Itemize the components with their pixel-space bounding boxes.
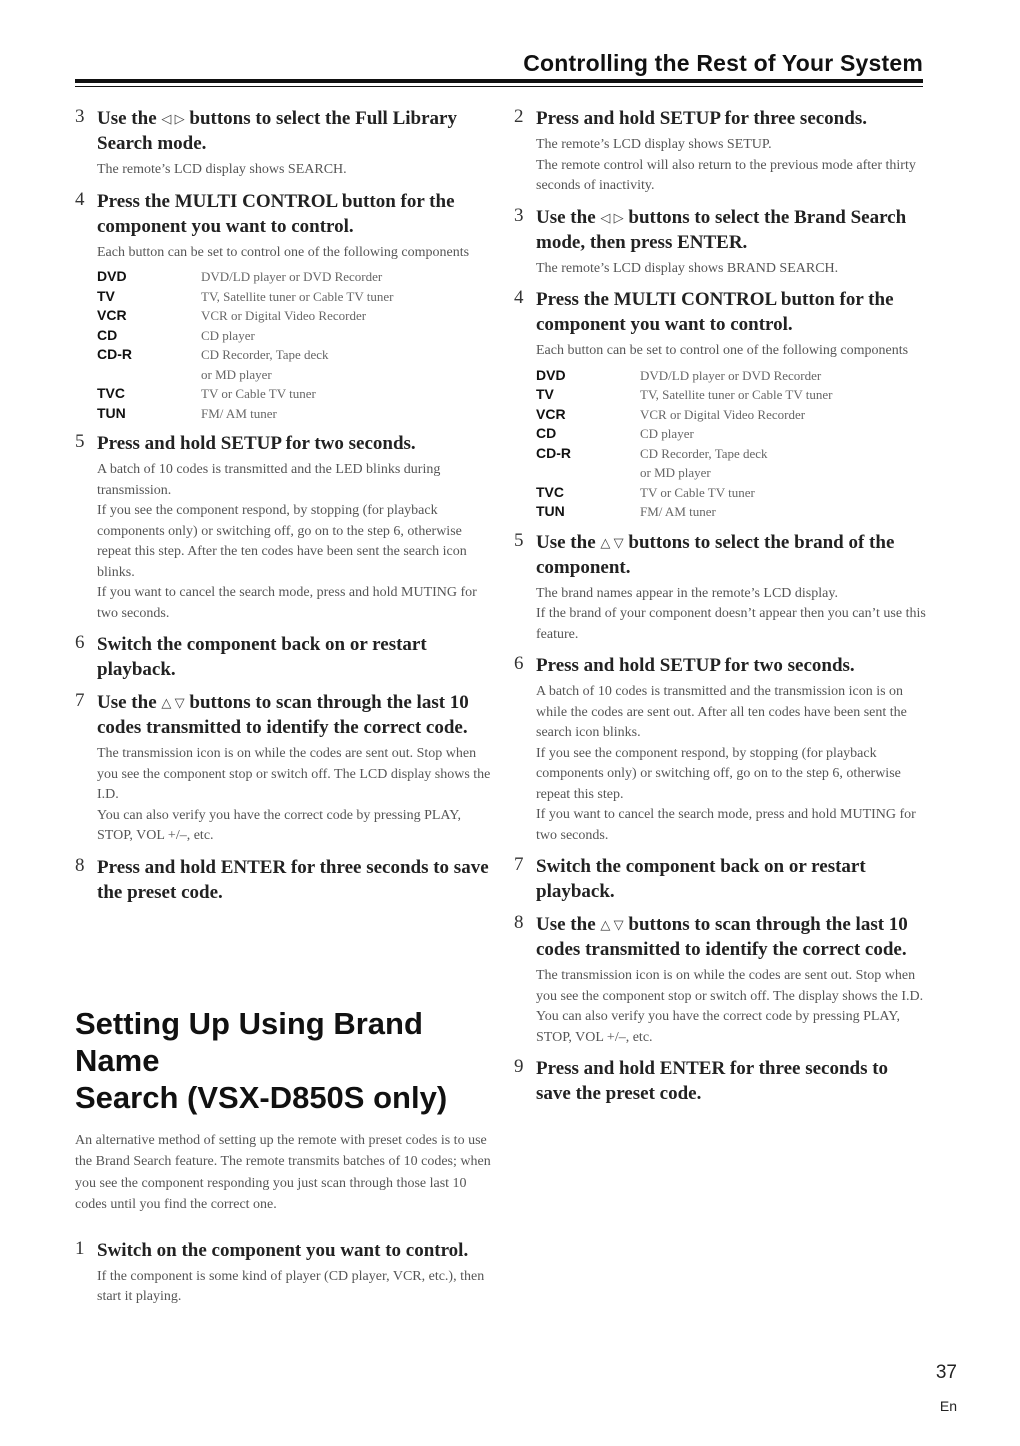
step-paragraph: Each button can be set to control one of the following components [536, 343, 909, 358]
up-down-arrows-icon: △ ▽ [600, 534, 624, 550]
component-row [536, 483, 926, 503]
step-paragraph: The remote’s LCD display shows SEARCH. [97, 162, 347, 177]
component-desc: TV or Cable TV tuner [640, 484, 755, 500]
step-right-5 [514, 530, 926, 646]
component-key: DVD [536, 366, 566, 383]
step-number: 3 [75, 106, 85, 127]
step-body [97, 744, 493, 847]
up-down-arrows-icon: △ ▽ [600, 917, 624, 932]
step-title-text: buttons to select the Full Library Search mode. [97, 108, 457, 154]
component-table [97, 267, 493, 423]
step-title: Press the MULTI CONTROL button for the component you want to control. [536, 289, 894, 335]
component-row [97, 287, 493, 307]
step-paragraph: A batch of 10 codes is transmitted and the LED blinks during transmission. [97, 462, 441, 498]
step-left-4 [75, 189, 493, 424]
step-left-3 [75, 106, 493, 181]
component-key: CD-R [97, 346, 132, 362]
step-title-text: Use the [97, 108, 162, 129]
step-paragraph: The remote’s LCD display shows BRAND SEARCH. [536, 260, 839, 276]
step-title [536, 912, 926, 962]
step-body [536, 584, 926, 646]
component-desc: CD Recorder, Tape deck [201, 347, 329, 362]
step-number: 9 [514, 1056, 524, 1077]
component-row [536, 385, 926, 405]
step-title-text: Use the [97, 692, 162, 713]
step-body [536, 259, 926, 280]
component-key: TV [97, 287, 115, 304]
section-title-line: Setting Up Using Brand Name [75, 1005, 423, 1078]
step-number: 7 [514, 854, 524, 875]
step-title-text: Use the [536, 206, 601, 228]
component-desc: DVD/LD player or DVD Recorder [201, 269, 383, 284]
step-paragraph: If the brand of your component doesn’t appear then you can’t use this feature. [536, 606, 926, 642]
component-desc: FM/ AM tuner [201, 405, 277, 421]
component-desc: TV or Cable TV tuner [201, 386, 316, 401]
component-row [97, 365, 493, 385]
step-paragraph: The brand names appear in the remote’s LCD display. [536, 585, 838, 601]
component-row [97, 306, 493, 326]
header-rule-thick [75, 79, 923, 83]
header-rule-thin [75, 86, 923, 87]
component-key [536, 463, 640, 483]
component-key: TVC [97, 385, 125, 401]
step-number: 1 [75, 1237, 85, 1259]
step-right-4 [514, 287, 926, 522]
component-key: DVD [97, 268, 127, 284]
section-intro: An alternative method of setting up the remote with preset codes is to use the Brand Search feature. The remote transmits batches of 10 codes; when you see the component responding you just scan through those last 10 codes until you find the correct one. [75, 1132, 491, 1212]
step-title: Press and hold ENTER for three seconds to save the preset code. [97, 856, 489, 903]
component-row [536, 444, 926, 464]
step-body [536, 135, 926, 197]
step-number: 6 [514, 653, 524, 674]
step-paragraph: You can also verify you have the correct code by pressing PLAY, STOP, VOL +/–, etc. [536, 1009, 901, 1045]
step-left-8 [75, 855, 493, 905]
step-paragraph: The transmission icon is on while the codes are sent out. Stop when you see the component stop or switch off. The display shows the I.D. [536, 968, 924, 1004]
step-right-2 [514, 106, 926, 197]
right-column [514, 106, 926, 1114]
component-row [97, 384, 493, 404]
step-number: 4 [75, 188, 85, 210]
step-paragraph: The remote control will also return to the previous mode after thirty seconds of inactivity. [536, 157, 916, 193]
step-paragraph: If you see the component respond, by stopping (for playback components only) or switching off, go on to the step 6, otherwise repeat this step. After the ten codes have been sent the search icon blinks. [97, 503, 467, 580]
step-paragraph: The transmission icon is on while the codes are sent out. Stop when you see the component stop or switch off. The LCD display shows the I.D. [97, 746, 491, 802]
step-title: Press and hold SETUP for two seconds. [97, 433, 416, 454]
step-body [536, 682, 926, 846]
step-title-text: buttons to scan through the last 10 codes transmitted to identify the correct code. [536, 914, 908, 960]
component-row [536, 424, 926, 444]
step-paragraph: Each button can be set to control one of the following components [97, 244, 470, 260]
step-paragraph: If you want to cancel the search mode, press and hold MUTING for two seconds. [97, 585, 477, 621]
step-paragraph: If the component is some kind of player (CD player, VCR, etc.), then start it playing. [97, 1268, 485, 1304]
component-key: CD [97, 326, 118, 343]
component-table [536, 366, 926, 522]
component-key: TUN [97, 404, 126, 421]
step-number: 5 [75, 431, 85, 452]
left-column [75, 106, 493, 1316]
component-key: CD-R [536, 444, 571, 461]
component-key: VCR [97, 307, 127, 323]
step-title: Switch the component back on or restart playback. [97, 634, 427, 680]
component-desc: DVD/LD player or DVD Recorder [640, 367, 822, 383]
step-title: Press and hold SETUP for three seconds. [536, 108, 867, 129]
step-body [97, 460, 493, 624]
step-paragraph: A batch of 10 codes is transmitted and the transmission icon is on while the codes are sent out. After all ten codes have been sent the search icon blinks. [536, 684, 907, 740]
component-key: VCR [536, 405, 566, 422]
step-body [536, 966, 926, 1048]
step-paragraph: The remote’s LCD display shows SETUP. [536, 137, 772, 152]
step-title-text: Use the [536, 914, 601, 935]
page-number: 37 [935, 1362, 957, 1383]
component-row [536, 366, 926, 386]
component-key: TUN [536, 503, 565, 519]
step-paragraph: If you see the component respond, by stopping (for playback components only) or switching off, go on to the step 6, otherwise repeat this step. [536, 745, 901, 802]
step-title [97, 690, 493, 740]
component-row [97, 326, 493, 346]
step-number: 7 [75, 690, 85, 711]
step-body [536, 341, 926, 362]
step-title: Press and hold SETUP for two seconds. [536, 655, 855, 676]
step-title [536, 530, 926, 580]
component-row [536, 405, 926, 425]
step-left-1 [75, 1238, 493, 1308]
step-right-7 [514, 854, 926, 904]
section-title-line: Search (VSX-D850S only) [75, 1079, 448, 1115]
component-row [536, 502, 926, 522]
component-desc: TV, Satellite tuner or Cable TV tuner [201, 288, 394, 304]
component-desc: CD player [201, 327, 255, 343]
step-title: Press and hold ENTER for three seconds to save the preset code. [536, 1058, 889, 1104]
component-row [536, 463, 926, 483]
component-desc: TV, Satellite tuner or Cable TV tuner [640, 387, 833, 402]
step-right-3 [514, 205, 926, 280]
step-title-text: buttons to select the brand of the component. [536, 531, 895, 578]
left-right-arrows-icon: ◁ ▷ [161, 111, 185, 126]
component-key: TV [536, 386, 554, 402]
component-key: CD [536, 425, 557, 441]
component-desc: FM/ AM tuner [640, 504, 716, 519]
step-number: 2 [514, 106, 524, 127]
step-paragraph: You can also verify you have the correct code by pressing PLAY, STOP, VOL +/–, etc. [97, 807, 462, 843]
component-key: TVC [536, 483, 564, 500]
component-key [97, 365, 201, 385]
step-title: Switch the component back on or restart playback. [536, 856, 866, 902]
step-body [97, 1267, 493, 1308]
step-body [97, 243, 493, 264]
step-number: 5 [514, 529, 524, 551]
step-right-9 [514, 1056, 926, 1106]
component-desc: VCR or Digital Video Recorder [201, 308, 367, 323]
component-row [97, 345, 493, 365]
step-number: 4 [514, 287, 524, 308]
component-desc: CD Recorder, Tape deck [640, 445, 768, 461]
step-title-text: buttons to scan through the last 10 codes transmitted to identify the correct code. [97, 692, 469, 738]
step-paragraph: If you want to cancel the search mode, press and hold MUTING for two seconds. [536, 807, 916, 843]
step-right-8 [514, 912, 926, 1048]
step-title [536, 205, 926, 255]
component-desc: CD player [640, 426, 694, 441]
step-left-7 [75, 690, 493, 847]
step-number: 3 [514, 204, 524, 226]
step-title [97, 106, 493, 156]
step-title: Press the MULTI CONTROL button for the component you want to control. [97, 190, 455, 237]
step-number: 8 [514, 912, 524, 933]
component-desc: VCR or Digital Video Recorder [640, 406, 806, 422]
step-title-text: Use the [536, 531, 601, 553]
left-right-arrows-icon: ◁ ▷ [600, 209, 624, 225]
step-number: 6 [75, 632, 85, 653]
component-desc: or MD player [640, 465, 711, 480]
step-body [97, 160, 493, 181]
step-left-6 [75, 632, 493, 682]
page-language: En [939, 1398, 957, 1414]
step-number: 8 [75, 854, 85, 876]
step-left-5 [75, 431, 493, 624]
component-desc: or MD player [201, 366, 272, 382]
component-row [97, 267, 493, 287]
step-title-text: buttons to select the Brand Search mode, then press ENTER. [536, 206, 907, 253]
section-title [75, 1005, 493, 1116]
step-right-6 [514, 653, 926, 846]
step-title: Switch on the component you want to control. [97, 1239, 469, 1261]
component-row [97, 404, 493, 424]
up-down-arrows-icon: △ ▽ [161, 695, 185, 710]
page-header-title: Controlling the Rest of Your System [523, 50, 923, 76]
